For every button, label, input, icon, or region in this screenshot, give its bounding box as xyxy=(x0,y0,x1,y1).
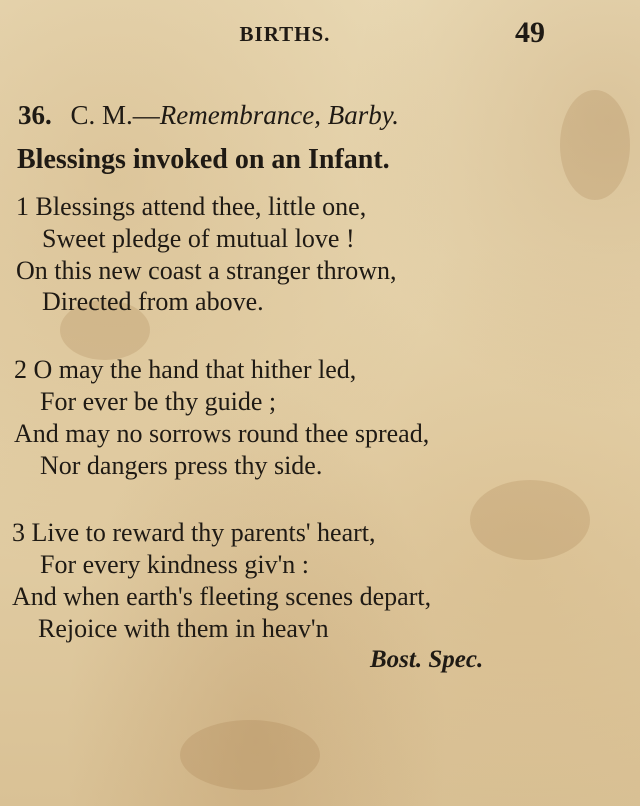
verse-line: Rejoice with them in heav'n xyxy=(38,614,329,643)
hymn-meter: C. M.— xyxy=(70,100,160,130)
verse-line: 3 Live to reward thy parents' heart, xyxy=(12,518,376,547)
verse-line: Directed from above. xyxy=(42,287,264,316)
verse-line: And may no sorrows round thee spread, xyxy=(14,419,430,448)
verse-line: 1 Blessings attend thee, little one, xyxy=(16,192,367,221)
age-stain xyxy=(470,480,590,560)
attribution: Bost. Spec. xyxy=(370,646,484,673)
verse-line: For ever be thy guide ; xyxy=(40,387,277,416)
hymn-title: Blessings invoked on an Infant. xyxy=(17,144,390,175)
age-stain xyxy=(180,720,320,790)
age-stain xyxy=(560,90,630,200)
verse-line: Sweet pledge of mutual love ! xyxy=(42,224,355,253)
page-number: 49 xyxy=(515,16,545,49)
verse-line: On this new coast a stranger thrown, xyxy=(16,256,397,285)
verse-line: For every kindness giv'n : xyxy=(40,550,309,579)
verse-line: 2 O may the hand that hither led, xyxy=(14,355,357,384)
running-header: BIRTHS. xyxy=(239,22,331,46)
hymn-tunes: Remembrance, Barby. xyxy=(159,100,399,130)
verse-line: And when earth's fleeting scenes depart, xyxy=(12,582,432,611)
hymn-heading xyxy=(18,100,399,131)
verse-line: Nor dangers press thy side. xyxy=(40,451,323,480)
hymn-number: 36. xyxy=(18,100,52,130)
